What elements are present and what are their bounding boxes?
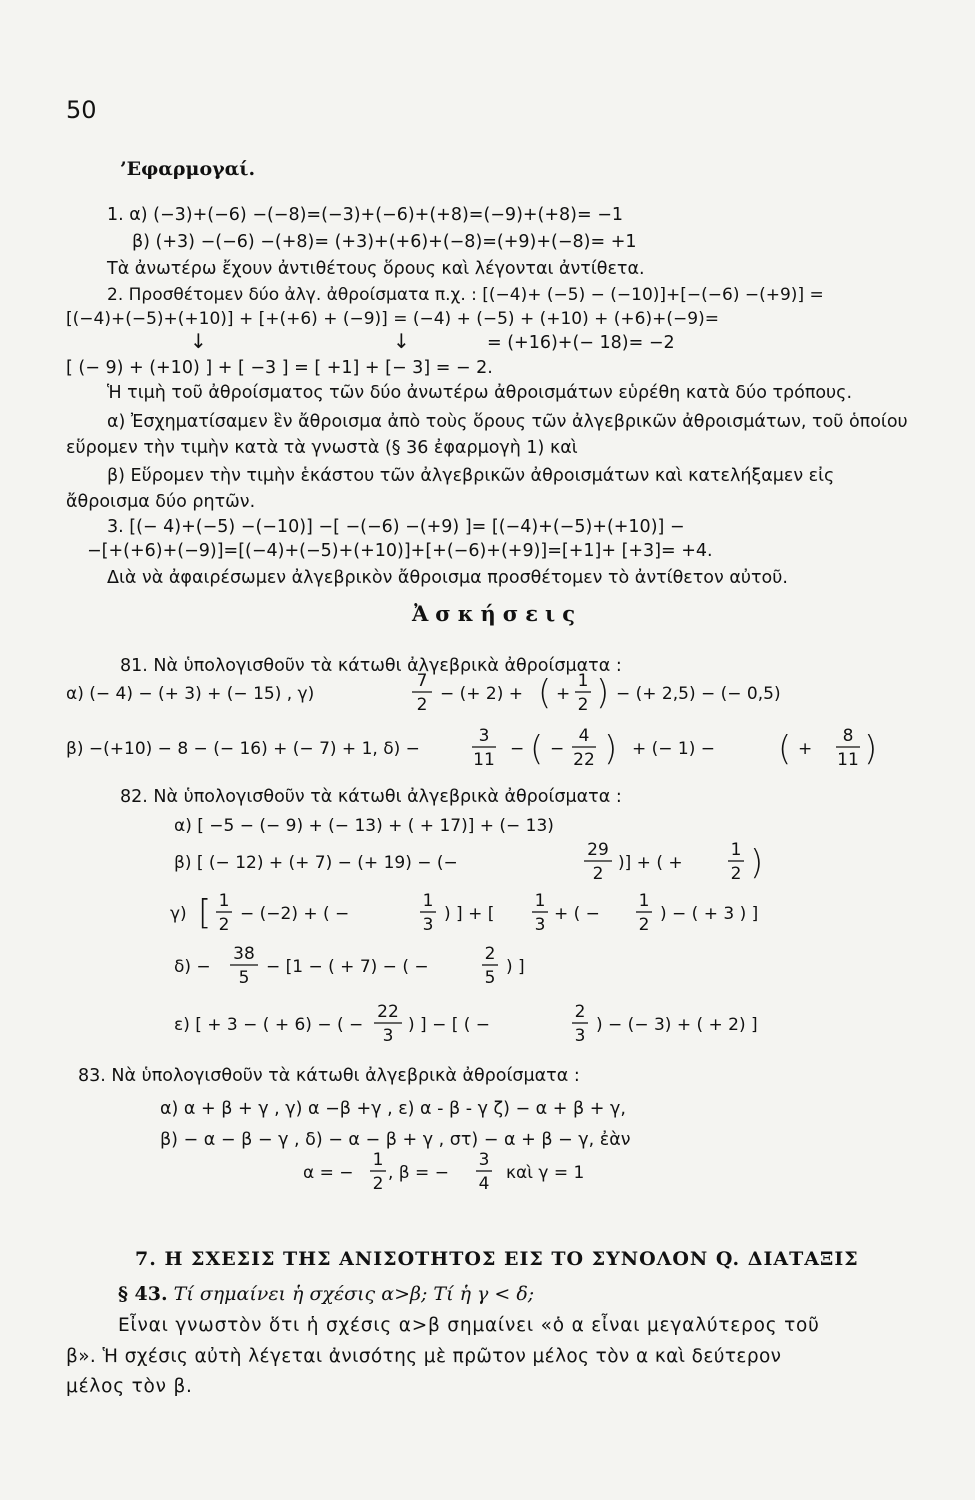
ex82-g-frac2-den: 3: [422, 915, 434, 935]
ex81-formulas: [0, 670, 975, 790]
ex82-formulas: [0, 808, 975, 1063]
ex81-intro: 81. Νὰ ὑπολογισθοῦν τὰ κάτωθι ἀλγεβρικὰ ἀθροίσματα :: [120, 656, 622, 676]
ex82-b-frac2-den: 2: [730, 864, 742, 884]
ex83-cond-pre: α = −: [303, 1163, 354, 1183]
ex81-d-mid: + (− 1) −: [632, 739, 716, 759]
svg-text:(: (: [538, 673, 552, 713]
ex81-d-frac3-sign: +: [798, 739, 813, 759]
app-line-9: α) Ἐσχηματίσαμεν ἓν ἄθροισμα ἀπὸ τοὺς ὅρους τῶν ἀλγεβρικῶν ἀθροισμάτων, τοῦ ὁποίου: [107, 412, 908, 432]
svg-text:(: (: [530, 729, 544, 769]
ex82-d-frac-num: 38: [233, 944, 255, 964]
app-line-15: Διὰ νὰ ἀφαιρέσωμεν ἀλγεβρικὸν ἄθροισμα προσθέτομεν τὸ ἀντίθετον αὐτοῦ.: [107, 568, 788, 588]
ex82-e-frac2-num: 2: [574, 1002, 586, 1022]
app-line-3: Τὰ ἀνωτέρω ἔχουν ἀντιθέτους ὅρους καὶ λέγονται ἀντίθετα.: [107, 259, 645, 279]
ex82-g-frac3-den: 3: [534, 915, 546, 935]
para-43: [118, 1280, 534, 1308]
ex81-d-frac2-sign: −: [550, 739, 565, 759]
ex82-b-frac2-num: 1: [730, 840, 742, 860]
para-43-question: Τί σημαίνει ἡ σχέσις α>β; Τί ἡ γ < δ;: [173, 1283, 535, 1305]
ex82-d-label: δ) −: [174, 957, 211, 977]
ex81-g-frac-num: 7: [416, 671, 428, 691]
ex82-g-label: γ): [170, 904, 187, 924]
ex81-g-frac2-sign: +: [556, 684, 571, 704]
ex82-g-tail: ) − ( + 3 ) ]: [660, 904, 759, 924]
app-line-14: −[+(+6)+(−9)]=[(−4)+(−5)+(+10)]+[+(−6)+(+9)]=[+1]+ [+3]= +4.: [87, 541, 713, 561]
ex83-cond-f1-num: 1: [372, 1150, 384, 1170]
ex81-g-mid: − (+ 2) +: [440, 684, 524, 704]
ex82-e-mid: ) ] − [ ( −: [408, 1015, 491, 1035]
svg-text:(: (: [778, 729, 792, 769]
app-line-7: [ (− 9) + (+10) ] + [ −3 ] = [ +1] + [− 3] = − 2.: [66, 358, 493, 378]
ex82-b-post: )] + ( +: [618, 853, 683, 873]
svg-text:): ): [864, 729, 878, 769]
ex83-row2: β) − α − β − γ , δ) − α − β + γ , στ) − α + β − γ, ἐὰν: [160, 1130, 631, 1150]
app-line-6: = (+16)+(− 18)= −2: [487, 333, 675, 353]
ex83-intro: 83. Νὰ ὑπολογισθοῦν τὰ κάτωθι ἀλγεβρικὰ ἀθροίσματα :: [78, 1066, 580, 1086]
app-line-5: [(−4)+(−5)+(+10)] + [+(+6) + (−9)] = (−4) + (−5) + (+10) + (+6)+(−9)=: [66, 309, 719, 329]
ex83-cond-mid: , β = −: [388, 1163, 449, 1183]
section-7-body-3: μέλος τὸν β.: [66, 1376, 193, 1397]
ex81-g-tail: − (+ 2,5) − (− 0,5): [616, 684, 781, 704]
exercises-heading: Ἀσκήσεις: [412, 601, 582, 626]
ex82-g-mid3: + ( −: [554, 904, 600, 924]
ex82-d-frac-den: 5: [238, 968, 250, 988]
ex83-cond-tail: καὶ γ = 1: [506, 1163, 585, 1183]
ex82-e-frac-den: 3: [382, 1026, 394, 1046]
ex82-d-frac2-den: 5: [484, 968, 496, 988]
ex81-d-frac-num: 3: [478, 726, 490, 746]
app-line-12: ἄθροισμα δύο ρητῶν.: [66, 492, 256, 512]
ex81-d-frac2-num: 4: [578, 726, 590, 746]
app-line-11: β) Εὕρομεν τὴν τιμὴν ἑκάστου τῶν ἀλγεβρικῶν ἀθροισμάτων καὶ κατελήξαμεν εἰς: [107, 466, 835, 486]
section-7-body-2: β». Ἡ σχέσις αὐτὴ λέγεται ἀνισότης μὲ πρῶτον μέλος τὸν α καὶ δεύτερον: [66, 1346, 782, 1367]
applications-heading: ’Εφαρμογαί.: [120, 158, 256, 180]
ex82-g-mid1: − (−2) + ( −: [240, 904, 350, 924]
down-arrow-icon: ↓: [393, 329, 410, 353]
ex83-row1: α) α + β + γ , γ) α −β +γ , ε) α - β - γ ζ) − α + β + γ,: [160, 1099, 626, 1119]
ex82-intro: 82. Νὰ ὑπολογισθοῦν τὰ κάτωθι ἀλγεβρικὰ ἀθροίσματα :: [120, 787, 622, 807]
ex82-d-tail: ) ]: [506, 957, 525, 977]
ex81-g-frac-den: 2: [416, 695, 428, 715]
app-line-4: 2. Προσθέτομεν δύο ἀλγ. ἀθροίσματα π.χ. : [(−4)+ (−5) − (−10)]+[−(−6) −(+9)] =: [107, 285, 824, 305]
ex82-g-frac4-den: 2: [638, 915, 650, 935]
ex81-g-frac2-num: 1: [577, 671, 589, 691]
ex82-g-frac3-num: 1: [534, 891, 546, 911]
ex82-a: α) [ −5 − (− 9) + (− 13) + ( + 17)] + (− 13): [174, 816, 554, 836]
page-number: 50: [66, 96, 97, 124]
ex82-e-tail: ) − (− 3) + ( + 2) ]: [596, 1015, 758, 1035]
app-line-1: 1. α) (−3)+(−6) −(−8)=(−3)+(−6)+(+8)=(−9)+(+8)= −1: [107, 205, 624, 225]
ex82-e-frac2-den: 3: [574, 1026, 586, 1046]
ex82-e-frac-num: 22: [377, 1002, 399, 1022]
ex82-g-frac4-num: 1: [638, 891, 650, 911]
ex81-d-frac2-den: 22: [573, 750, 595, 770]
section-7-heading: 7. Η ΣΧΕΣΙΣ ΤΗΣ ΑΝΙΣΟΤΗΤΟΣ ΕΙΣ ΤΟ ΣΥΝΟΛΟΝ Q. ΔΙΑΤΑΞΙΣ: [135, 1248, 859, 1270]
svg-text:): ): [750, 843, 764, 883]
ex82-b-pre: β) [ (− 12) + (+ 7) − (+ 19) − (−: [174, 853, 458, 873]
ex82-b-frac-num: 29: [587, 840, 609, 860]
ex81-b: β) −(+10) − 8 − (− 16) + (− 7) + 1, δ) −: [66, 739, 420, 759]
ex82-e-label: ε) [ + 3 − ( + 6) − ( −: [174, 1015, 364, 1035]
ex81-d-frac-den: 11: [473, 750, 495, 770]
ex82-g-frac1-den: 2: [218, 915, 230, 935]
app-line-10: εὕρομεν τὴν τιμὴν κατὰ τὰ γνωστὰ (§ 36 ἐφαρμογὴ 1) καὶ: [66, 438, 578, 458]
ex81-d-frac3-num: 8: [842, 726, 854, 746]
ex83-cond-f1-den: 2: [372, 1174, 384, 1194]
app-line-2: β) (+3) −(−6) −(+8)= (+3)+(+6)+(−8)=(+9)+(−8)= +1: [132, 232, 637, 252]
svg-text:): ): [596, 673, 610, 713]
ex83-condition: [0, 1148, 975, 1198]
ex83-cond-f2-den: 4: [478, 1174, 490, 1194]
section-7-body-1: Εἶναι γνωστὸν ὅτι ἡ σχέσις α>β σημαίνει «ὁ α εἶναι μεγαλύτερος τοῦ: [118, 1315, 820, 1336]
para-43-number: § 43.: [118, 1283, 168, 1305]
ex81-d-frac3-den: 11: [837, 750, 859, 770]
svg-text:): ): [604, 729, 618, 769]
svg-text:−: −: [510, 739, 525, 759]
ex82-g-frac1-num: 1: [218, 891, 230, 911]
app-line-8: Ἡ τιμὴ τοῦ ἀθροίσματος τῶν δύο ἀνωτέρω ἀθροισμάτων εὑρέθη κατὰ δύο τρόπους.: [107, 383, 853, 403]
app-line-13: 3. [(− 4)+(−5) −(−10)] −[ −(−6) −(+9) ]= [(−4)+(−5)+(+10)] −: [107, 517, 685, 537]
ex82-d-mid: − [1 − ( + 7) − ( −: [266, 957, 429, 977]
ex82-g-frac2-num: 1: [422, 891, 434, 911]
ex82-g-mid2: ) ] + [: [444, 904, 495, 924]
ex83-cond-f2-num: 3: [478, 1150, 490, 1170]
ex81-a: α) (− 4) − (+ 3) + (− 15) , γ): [66, 684, 315, 704]
ex81-g-frac2-den: 2: [577, 695, 589, 715]
ex82-b-frac-den: 2: [592, 864, 604, 884]
down-arrow-icon: ↓: [190, 329, 207, 353]
svg-text:[: [: [198, 893, 212, 933]
ex82-d-frac2-num: 2: [484, 944, 496, 964]
